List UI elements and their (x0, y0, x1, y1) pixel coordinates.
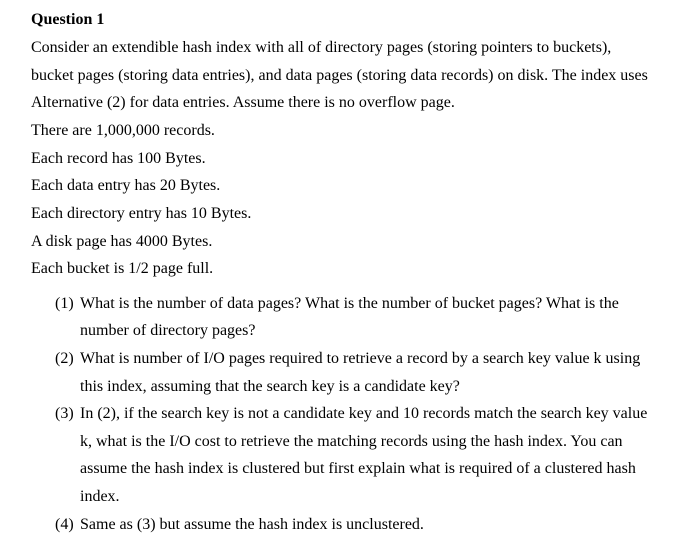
intro-line: Consider an extendible hash index with all of directory pages (storing pointers to buckets), (31, 39, 612, 56)
question-3-line: assume the hash index is clustered but first explain what is required of a clustered hash (80, 460, 636, 477)
question-2-number: (2) (55, 350, 74, 367)
question-3-number: (3) (55, 405, 74, 422)
question-1-line: What is the number of data pages? What is the number of bucket pages? What is the (80, 295, 619, 312)
fact-record-size: Each record has 100 Bytes. (31, 150, 206, 167)
question-3-line: index. (80, 488, 120, 505)
question-title: Question 1 (31, 11, 105, 28)
fact-data-entry-size: Each data entry has 20 Bytes. (31, 177, 221, 194)
fact-page-size: A disk page has 4000 Bytes. (31, 233, 213, 250)
intro-line: bucket pages (storing data entries), and data pages (storing data records) on disk. The index uses (31, 67, 648, 84)
intro-line: Alternative (2) for data entries. Assume there is no overflow page. (31, 94, 455, 111)
fact-directory-entry-size: Each directory entry has 10 Bytes. (31, 205, 252, 222)
question-1-number: (1) (55, 295, 74, 312)
question-4-number: (4) (55, 516, 74, 533)
fact-records: There are 1,000,000 records. (31, 122, 215, 139)
question-4-line: Same as (3) but assume the hash index is unclustered. (80, 516, 424, 533)
question-3-line: In (2), if the search key is not a candidate key and 10 records match the search key value (80, 405, 648, 422)
fact-bucket-fill: Each bucket is 1/2 page full. (31, 260, 214, 277)
question-1-line: number of directory pages? (80, 322, 256, 339)
question-2-line: this index, assuming that the search key is a candidate key? (80, 378, 460, 395)
question-2-line: What is number of I/O pages required to retrieve a record by a search key value k using (80, 350, 641, 367)
question-3-line: k, what is the I/O cost to retrieve the matching records using the hash index. You can (80, 433, 623, 450)
